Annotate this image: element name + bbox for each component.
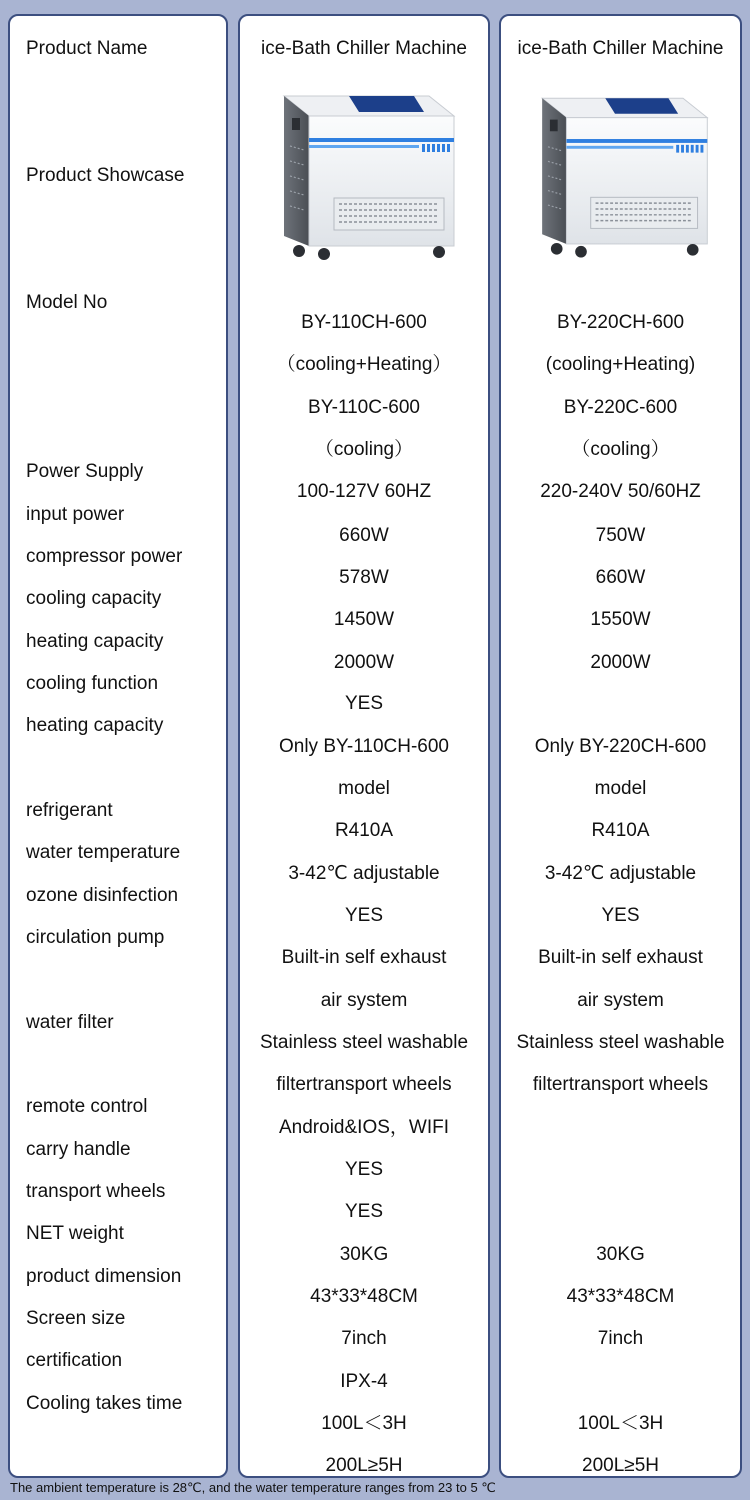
- refrigerant-value: R410A: [334, 820, 394, 841]
- label-input-power: input power: [26, 504, 125, 525]
- label-circulation-pump: circulation pump: [26, 927, 165, 948]
- chiller-machine-image: [513, 86, 717, 262]
- product-dimension-value: 43*33*48CM: [566, 1286, 675, 1307]
- label-product-dimension: product dimension: [26, 1266, 182, 1287]
- input-power-value: 660W: [339, 525, 389, 546]
- label-carry-handle: carry handle: [26, 1139, 131, 1160]
- label-ozone-disinfection: ozone disinfection: [26, 885, 179, 906]
- label-cooling-time: Cooling takes time: [26, 1393, 183, 1414]
- label-certification: certification: [26, 1350, 123, 1371]
- product-column-b: [499, 14, 742, 1478]
- remote-control-value: Android&IOS，WIFI: [279, 1117, 449, 1138]
- power-supply-value: 100-127V 60HZ: [296, 481, 432, 502]
- circulation-pump-line-1: Built-in self exhaust: [538, 947, 703, 968]
- label-transport-wheels: transport wheels: [26, 1181, 166, 1202]
- product-dimension-value: 43*33*48CM: [310, 1286, 418, 1307]
- model-line-1: BY-220CH-600: [556, 312, 685, 333]
- circulation-pump-line-1: Built-in self exhaust: [281, 947, 447, 968]
- net-weight-value: 30KG: [596, 1244, 645, 1265]
- transport-wheels-value: YES: [344, 1201, 384, 1222]
- footer-note: The ambient temperature is 28℃, and the water temperature ranges from 23 to 5 ℃: [10, 1480, 496, 1495]
- label-cooling-capacity: cooling capacity: [26, 588, 162, 609]
- label-water-filter: water filter: [26, 1012, 114, 1033]
- circulation-pump-line-2: air system: [320, 990, 408, 1011]
- label-water-temperature: water temperature: [26, 842, 181, 863]
- power-supply-value: 220-240V 50/60HZ: [540, 481, 701, 502]
- label-column: [8, 14, 228, 1478]
- label-remote-control: remote control: [26, 1096, 148, 1117]
- net-weight-value: 30KG: [339, 1244, 389, 1265]
- cooling-function-value: YES: [344, 693, 384, 714]
- product-column-a: [238, 14, 490, 1478]
- label-product-name: Product Name: [26, 38, 148, 59]
- chiller-machine-image: [254, 86, 464, 262]
- model-line-4: （cooling）: [571, 439, 670, 460]
- input-power-value: 750W: [595, 525, 646, 546]
- cooling-time-line-1: 100L＜3H: [577, 1413, 664, 1434]
- label-power-supply: Power Supply: [26, 461, 144, 482]
- compressor-power-value: 578W: [339, 567, 389, 588]
- heating-note-line-2: model: [338, 778, 390, 799]
- label-product-showcase: Product Showcase: [26, 165, 185, 186]
- product-name: ice-Bath Chiller Machine: [261, 38, 467, 59]
- label-refrigerant: refrigerant: [26, 800, 113, 821]
- heating-capacity-value: 2000W: [590, 652, 651, 673]
- carry-handle-value: YES: [344, 1159, 384, 1180]
- screen-size-value: 7inch: [341, 1328, 387, 1349]
- cooling-time-line-2: 200L≥5H: [325, 1455, 403, 1476]
- heating-note-line-1: Only BY-220CH-600: [534, 736, 707, 757]
- label-screen-size: Screen size: [26, 1308, 126, 1329]
- label-compressor-power: compressor power: [26, 546, 183, 567]
- model-line-2: （cooling+Heating）: [276, 354, 452, 375]
- water-filter-line-1: Stainless steel washable: [259, 1032, 469, 1053]
- refrigerant-value: R410A: [591, 820, 650, 841]
- label-heating-capacity: heating capacity: [26, 631, 164, 652]
- cooling-time-line-1: 100L＜3H: [321, 1413, 407, 1434]
- cooling-capacity-value: 1450W: [333, 609, 395, 630]
- label-model-no: Model No: [26, 292, 108, 313]
- heating-note-line-2: model: [594, 778, 647, 799]
- label-heating-capacity-2: heating capacity: [26, 715, 164, 736]
- model-line-3: BY-110C-600: [308, 397, 420, 418]
- model-line-4: （cooling）: [314, 439, 414, 460]
- product-name: ice-Bath Chiller Machine: [517, 38, 724, 59]
- water-temperature-value: 3-42℃ adjustable: [544, 863, 697, 884]
- water-filter-line-1: Stainless steel washable: [516, 1032, 725, 1053]
- water-temperature-value: 3-42℃ adjustable: [288, 863, 440, 884]
- cooling-time-line-2: 200L≥5H: [582, 1455, 659, 1476]
- model-line-3: BY-220C-600: [563, 397, 678, 418]
- cooling-capacity-value: 1550W: [590, 609, 651, 630]
- label-cooling-function: cooling function: [26, 673, 159, 694]
- certification-value: IPX-4: [340, 1371, 388, 1392]
- heating-note-line-1: Only BY-110CH-600: [278, 736, 450, 757]
- label-net-weight: NET weight: [26, 1223, 124, 1244]
- screen-size-value: 7inch: [597, 1328, 644, 1349]
- compressor-power-value: 660W: [595, 567, 646, 588]
- model-line-2: (cooling+Heating): [545, 354, 696, 375]
- ozone-disinfection-value: YES: [344, 905, 384, 926]
- water-filter-line-2: filtertransport wheels: [532, 1074, 709, 1095]
- model-line-1: BY-110CH-600: [301, 312, 427, 333]
- water-filter-line-2: filtertransport wheels: [276, 1074, 452, 1095]
- ozone-disinfection-value: YES: [601, 905, 640, 926]
- heating-capacity-value: 2000W: [333, 652, 395, 673]
- circulation-pump-line-2: air system: [577, 990, 664, 1011]
